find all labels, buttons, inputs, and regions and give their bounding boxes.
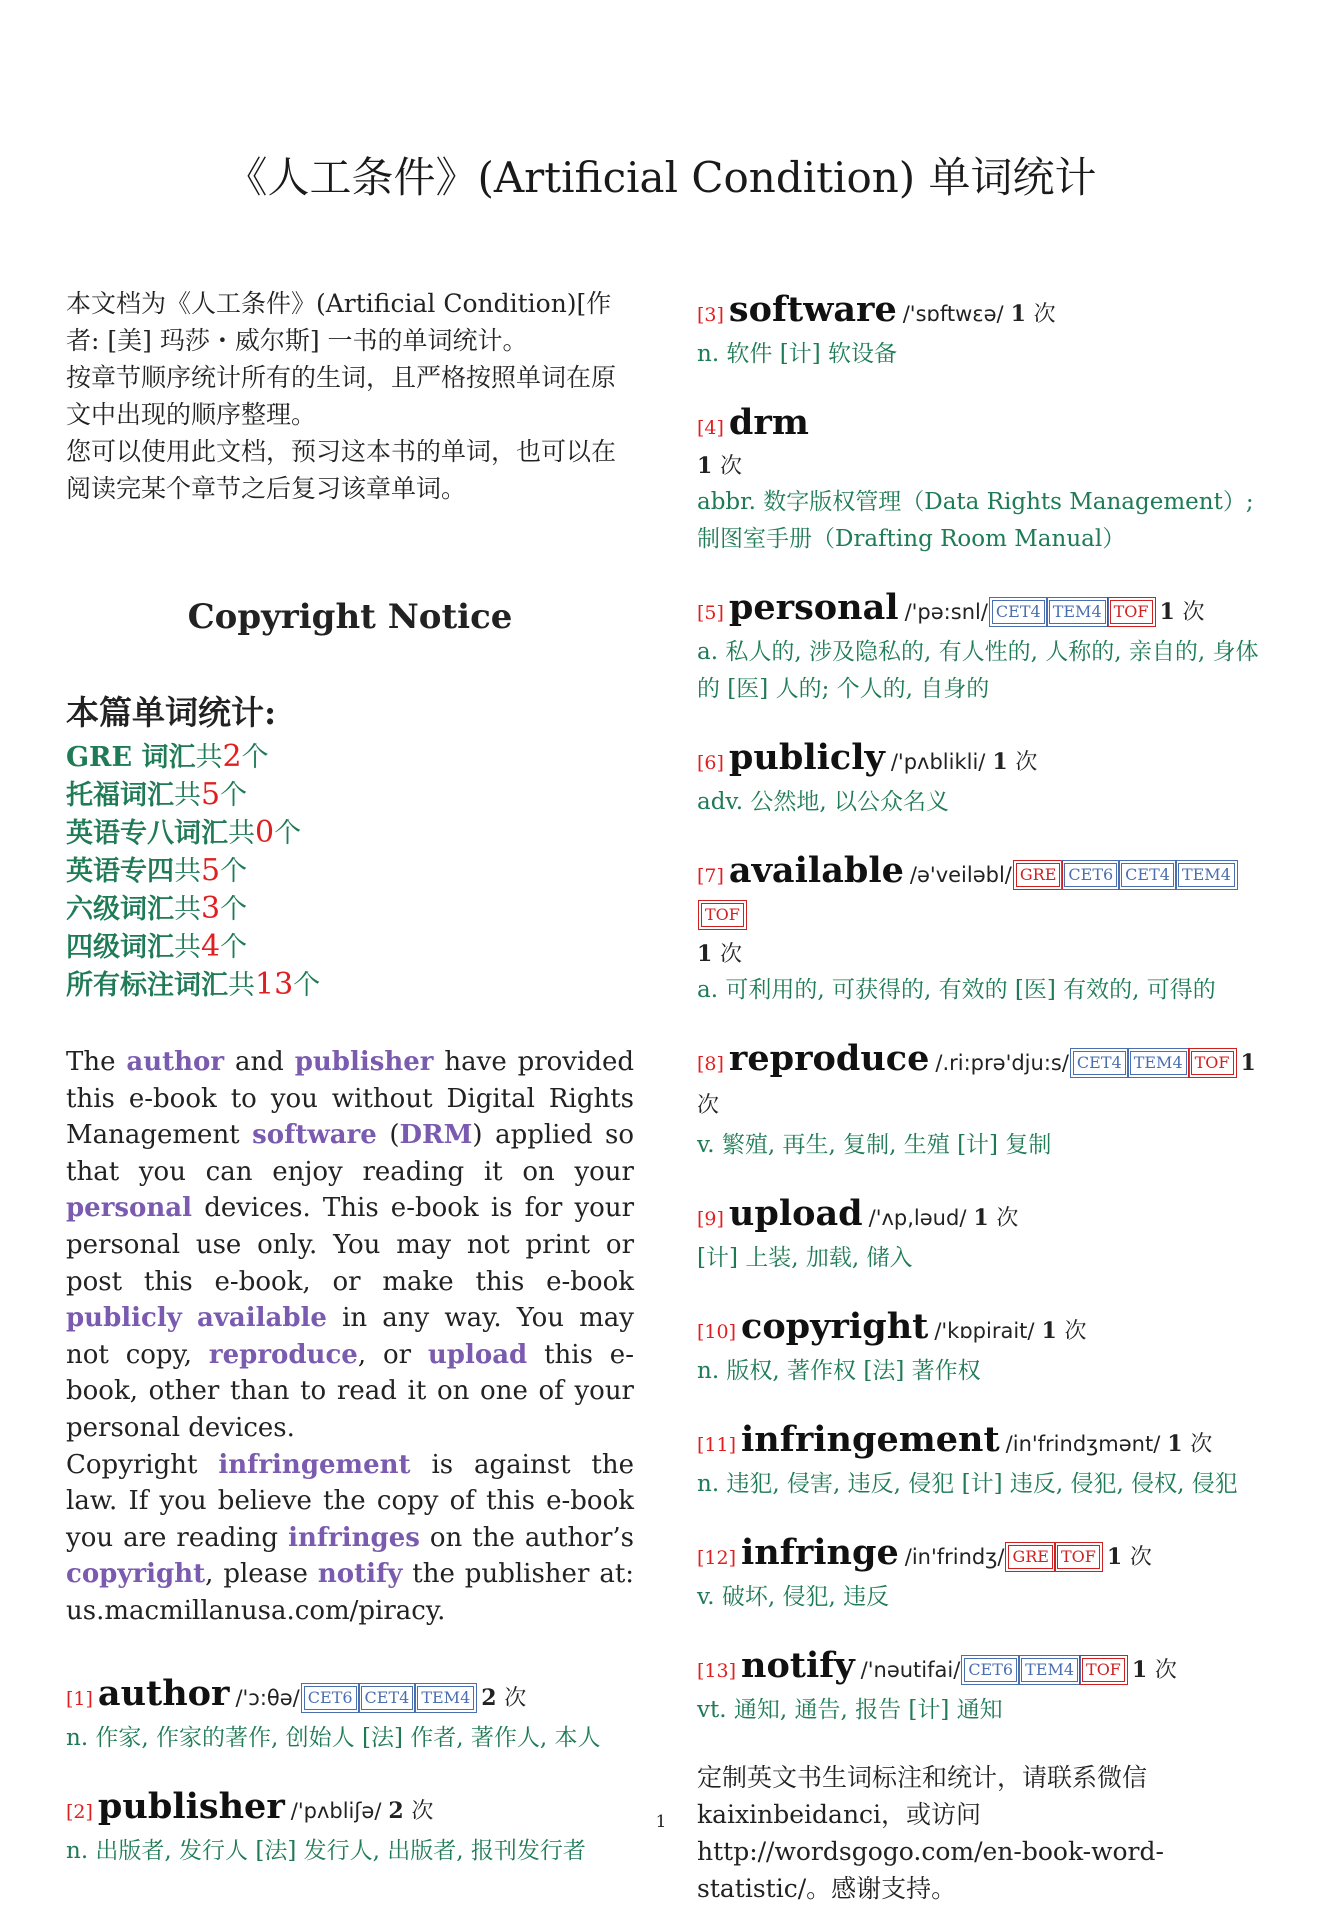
entry-index: [8]: [697, 1053, 724, 1075]
entry-definition: v. 繁殖, 再生, 复制, 生殖 [计] 复制: [697, 1132, 1052, 1158]
stat-label: 四级词汇: [66, 932, 174, 963]
count-value: 1: [697, 453, 713, 479]
highlight-word[interactable]: upload: [427, 1339, 528, 1370]
entry-head: [697, 588, 1277, 634]
stat-count: 0: [255, 815, 275, 850]
stat-label: 英语专四: [66, 856, 174, 887]
count-suffix: 次: [1190, 1432, 1213, 1457]
count-suffix: 次: [1015, 750, 1038, 775]
highlight-word[interactable]: personal: [66, 1193, 193, 1224]
copyright-heading: Copyright Notice: [187, 597, 513, 637]
entry-index: [6]: [697, 752, 724, 774]
level-tag: TOF: [1191, 1051, 1234, 1075]
entry-index: [9]: [697, 1208, 724, 1230]
entry-head: [697, 1039, 1277, 1127]
word-entry: [66, 1674, 634, 1757]
word-entry: [697, 1307, 1277, 1390]
entry-word[interactable]: available: [728, 850, 904, 891]
left-column: [66, 285, 634, 1900]
entry-phonetic: /'pə:snl/: [904, 600, 988, 624]
level-tag: CET4: [361, 1686, 414, 1710]
count-value: 1: [1041, 1318, 1057, 1344]
entry-count: [992, 749, 1037, 775]
highlight-word[interactable]: publicly: [66, 1303, 182, 1334]
highlight-word[interactable]: DRM: [399, 1120, 473, 1151]
highlight-word[interactable]: infringes: [288, 1522, 420, 1553]
entry-index: [12]: [697, 1547, 737, 1569]
copyright-passage: The author and publisher have provided this e-book to you without Digital Rights Management software (DRM) applied so that you can enjoy reading it on your personal devices. This e-book is for your personal use only. You may not print or post this e-book, or make this e-book publicly available in any way. You may not copy, reproduce, or upload this e-book, other than to read it on one of your personal devices. Copyright infringement is against the law. If you believe the copy of this e-book you are reading infringes on the author’s copyright, please notify the publisher at: us.macmillanusa.com/piracy.: [66, 1047, 635, 1626]
word-entry: [697, 1039, 1277, 1164]
count-value: 1: [1167, 1431, 1183, 1457]
entry-word[interactable]: infringe: [741, 1532, 899, 1573]
entry-word[interactable]: infringement: [741, 1419, 1000, 1460]
entry-phonetic: /in'frindʒ/: [904, 1545, 1005, 1569]
stat-label: 所有标注词汇: [66, 970, 228, 1001]
level-tag: CET4: [1121, 863, 1174, 887]
stats-heading: 本篇单词统计:: [66, 693, 277, 732]
entry-count: [973, 1205, 1018, 1231]
count-suffix: 次: [411, 1798, 434, 1824]
count-suffix: 次: [697, 1093, 720, 1118]
level-tag: TEM4: [417, 1686, 474, 1710]
entry-phonetic: /'ɔ:θə/: [235, 1685, 300, 1710]
entry-head: [697, 290, 1277, 336]
count-suffix: 次: [1182, 600, 1205, 625]
highlight-word[interactable]: software: [252, 1120, 377, 1151]
stat-unit: 个: [274, 818, 302, 849]
stat-prefix: 共: [174, 780, 201, 811]
word-entries-left: [66, 1674, 634, 1870]
level-tag: TEM4: [1021, 1658, 1078, 1682]
page-number: 1: [655, 1812, 667, 1832]
count-suffix: 次: [719, 942, 742, 967]
count-value: 1: [697, 941, 713, 967]
entry-index: [4]: [697, 417, 724, 439]
count-suffix: 次: [1154, 1658, 1177, 1683]
count-suffix: 次: [1129, 1545, 1152, 1570]
level-tag: TOF: [701, 903, 744, 927]
entry-phonetic: /ə'veiləbl/: [909, 863, 1012, 887]
entry-word[interactable]: software: [728, 289, 897, 330]
count-suffix: 次: [504, 1685, 527, 1711]
entry-definition: a. 可利用的, 可获得的, 有效的 [医] 有效的, 可得的: [697, 977, 1216, 1003]
level-tag: CET4: [992, 600, 1045, 624]
highlight-word[interactable]: author: [126, 1047, 225, 1077]
stat-row: [66, 928, 634, 966]
highlight-word[interactable]: reproduce: [208, 1339, 358, 1370]
level-tag: TOF: [1057, 1545, 1100, 1569]
intro-paragraph: 按章节顺序统计所有的生词，且严格按照单词在原文中出现的顺序整理。: [66, 363, 617, 429]
count-value: 1: [1131, 1657, 1148, 1683]
entry-word[interactable]: author: [97, 1672, 230, 1714]
stat-unit: 个: [293, 970, 321, 1001]
stat-row: [66, 776, 634, 814]
document-title: 《人工条件》(Artificial Condition) 单词统计: [225, 153, 1097, 202]
count-value: 1: [1106, 1544, 1123, 1570]
level-tag: CET6: [1064, 863, 1117, 887]
level-tag: CET6: [304, 1686, 357, 1710]
stat-unit: 个: [241, 742, 269, 773]
entry-count: [1167, 1431, 1212, 1457]
stat-count: 5: [201, 777, 221, 812]
entry-head: [697, 1646, 1277, 1692]
highlight-word[interactable]: available: [196, 1303, 327, 1334]
stat-label: 六级词汇: [66, 894, 174, 925]
level-tag: TEM4: [1178, 863, 1235, 887]
count-value: 1: [1010, 301, 1026, 327]
entry-head: [697, 1194, 1277, 1240]
entry-word[interactable]: publicly: [728, 737, 885, 778]
footer-note: 定制英文书生词标注和统计，请联系微信 kaixinbeidanci，或访问 http://wordsgogo.com/en-book-word-statistic/。感谢支持。: [697, 1763, 1164, 1903]
highlight-word[interactable]: notify: [317, 1559, 403, 1590]
right-column: [697, 290, 1277, 1907]
entry-index: [5]: [697, 602, 724, 624]
entry-word[interactable]: personal: [728, 587, 899, 628]
entry-definition: [计] 上装, 加载, 储入: [697, 1245, 913, 1271]
level-tag: TEM4: [1049, 600, 1106, 624]
entry-head: [697, 1533, 1277, 1579]
entry-index: [10]: [697, 1321, 737, 1343]
level-tag: TEM4: [1130, 1051, 1187, 1075]
entry-phonetic: /'pʌbliʃə/: [290, 1798, 382, 1823]
stat-prefix: 共: [228, 818, 255, 849]
level-tag: CET6: [964, 1658, 1017, 1682]
stat-prefix: 共: [174, 894, 201, 925]
stat-label: 托福词汇: [66, 780, 174, 811]
entry-count: [697, 937, 1277, 972]
count-suffix: 次: [1033, 302, 1056, 327]
highlight-word[interactable]: infringement: [218, 1449, 411, 1480]
entry-head: [697, 403, 1277, 449]
stats-list: [66, 738, 634, 1004]
entry-count: [481, 1685, 526, 1711]
stat-count: 5: [201, 853, 221, 888]
highlight-word[interactable]: publisher: [294, 1047, 434, 1077]
count-value: 2: [388, 1797, 404, 1824]
entry-word[interactable]: reproduce: [728, 1038, 930, 1079]
entry-count: [697, 449, 1277, 484]
entry-count: [1041, 1318, 1086, 1344]
entry-definition: n. 版权, 著作权 [法] 著作权: [697, 1358, 981, 1384]
entry-definition: adv. 公然地, 以公众名义: [697, 789, 949, 815]
level-tag: TOF: [1110, 600, 1153, 624]
entry-head: [697, 1307, 1277, 1353]
word-entry: [697, 588, 1277, 708]
stat-prefix: 共: [195, 742, 223, 773]
entry-word[interactable]: notify: [741, 1645, 855, 1686]
entry-phonetic: /'kɒpirait/: [934, 1319, 1035, 1343]
entry-phonetic: /'ʌp,ləud/: [868, 1206, 967, 1230]
stat-count: 2: [222, 739, 242, 774]
level-tag: CET4: [1073, 1051, 1126, 1075]
intro-paragraph: 本文档为《人工条件》(Artificial Condition)[作者: [美] 玛莎・威尔斯] 一书的单词统计。: [66, 289, 612, 355]
entry-word[interactable]: copyright: [741, 1306, 929, 1347]
entry-definition: n. 软件 [计] 软设备: [697, 341, 898, 367]
word-entry: [697, 1646, 1277, 1729]
entry-head: [697, 1420, 1277, 1466]
stat-prefix: 共: [174, 856, 201, 887]
entry-index: [2]: [66, 1800, 93, 1823]
entry-phonetic: /'nəutifai/: [860, 1658, 961, 1682]
entry-definition: v. 破坏, 侵犯, 违反: [697, 1584, 890, 1610]
entry-word[interactable]: publisher: [97, 1785, 285, 1827]
count-value: 2: [481, 1684, 497, 1711]
entry-phonetic: /in'frindʒmənt/: [1005, 1432, 1161, 1456]
stat-row: [66, 966, 634, 1004]
stat-label: GRE 词汇: [66, 742, 196, 773]
entry-index: [1]: [66, 1687, 93, 1710]
stat-unit: 个: [220, 894, 248, 925]
word-entry: [697, 738, 1277, 821]
count-value: 1: [973, 1205, 989, 1231]
entry-index: [11]: [697, 1434, 737, 1456]
entry-word[interactable]: drm: [728, 402, 809, 443]
entry-index: [7]: [697, 865, 724, 887]
entry-word[interactable]: upload: [728, 1193, 863, 1234]
word-entry: [697, 403, 1277, 558]
entry-count: [1011, 301, 1056, 327]
entry-definition: n. 违犯, 侵害, 违反, 侵犯 [计] 违反, 侵犯, 侵权, 侵犯: [697, 1471, 1238, 1497]
stat-row: [66, 738, 634, 776]
entry-head: [66, 1674, 634, 1720]
entry-count: [1132, 1657, 1177, 1683]
stat-count: 4: [201, 929, 221, 964]
stat-label: 英语专八词汇: [66, 818, 228, 849]
intro-paragraph: 您可以使用此文档，预习这本书的单词，也可以在阅读完某个章节之后复习该章单词。: [66, 437, 617, 503]
highlight-word[interactable]: copyright: [66, 1559, 206, 1590]
word-entry: [697, 1533, 1277, 1616]
count-value: 1: [992, 749, 1008, 775]
level-tag: GRE: [1016, 863, 1061, 887]
count-value: 1: [1159, 599, 1175, 625]
entry-definition: n. 作家, 作家的著作, 创始人 [法] 作者, 著作人, 本人: [66, 1724, 601, 1751]
entry-definition: a. 私人的, 涉及隐私的, 有人性的, 人称的, 亲自的, 身体的 [医] 人的; 个人的, 自身的: [697, 639, 1259, 702]
stat-prefix: 共: [228, 970, 255, 1001]
word-entry: [697, 1420, 1277, 1503]
stat-row: [66, 814, 634, 852]
entry-phonetic: /'pʌblikli/: [890, 750, 986, 774]
entry-phonetic: /.ri:prə'dju:s/: [935, 1051, 1069, 1075]
stat-row: [66, 852, 634, 890]
count-suffix: 次: [1064, 1319, 1087, 1344]
level-tag: GRE: [1008, 1545, 1053, 1569]
stat-prefix: 共: [174, 932, 201, 963]
word-entry: [697, 290, 1277, 373]
stat-count: 13: [255, 967, 294, 1002]
entry-index: [3]: [697, 304, 724, 326]
entry-definition: abbr. 数字版权管理（Data Rights Management）; 制图室手册（Drafting Room Manual）: [697, 489, 1254, 552]
stat-unit: 个: [220, 780, 248, 811]
entry-count: [1107, 1544, 1152, 1570]
stat-row: [66, 890, 634, 928]
stat-count: 3: [201, 891, 221, 926]
entry-head: [697, 738, 1277, 784]
entry-definition: n. 出版者, 发行人 [法] 发行人, 出版者, 报刊发行者: [66, 1837, 586, 1864]
intro: [66, 285, 634, 507]
entry-definition: vt. 通知, 通告, 报告 [计] 通知: [697, 1697, 1003, 1723]
level-tag: TOF: [1082, 1658, 1125, 1682]
count-suffix: 次: [996, 1206, 1019, 1231]
stat-unit: 个: [220, 856, 248, 887]
count-suffix: 次: [719, 454, 742, 479]
word-entry: [697, 851, 1277, 1009]
word-entries-right: [697, 290, 1277, 1729]
entry-head: [697, 851, 1277, 937]
stat-unit: 个: [220, 932, 248, 963]
entry-phonetic: /'sɒftwεə/: [902, 302, 1004, 326]
count-value: 1: [1240, 1050, 1256, 1076]
word-entry: [697, 1194, 1277, 1277]
entry-index: [13]: [697, 1660, 737, 1682]
entry-count: [1160, 599, 1205, 625]
